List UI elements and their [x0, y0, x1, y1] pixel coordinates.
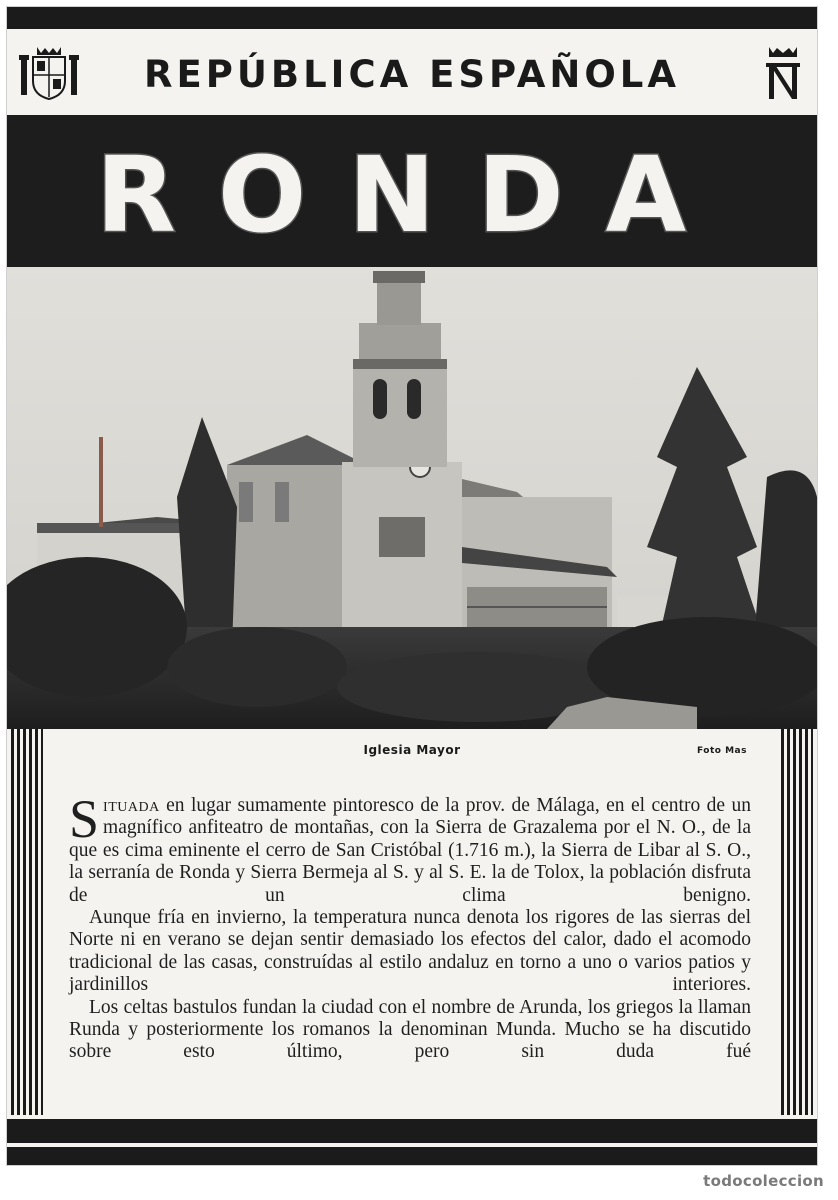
left-stripe-border — [11, 729, 43, 1115]
article-paragraph-2: Aunque fría en invierno, la temperatura nunca denota los rigores de las sierras del Norte ni en verano se dejan sentir demasiado los efectos del calor, dado el acomodo tradicional de las casas, construídas al estilo andaluz en torno a uno o varios patios y jardinillos interiores. — [69, 907, 751, 996]
bottom-border-bar — [7, 1119, 817, 1143]
pnt-monogram-icon — [763, 43, 803, 103]
right-stripe-border — [781, 729, 813, 1115]
banner-title: RONDA — [95, 134, 729, 256]
photo-caption-row — [7, 729, 817, 769]
drop-cap: S — [69, 789, 100, 849]
title-banner — [7, 115, 817, 267]
paragraph-1-text: en lugar sumamente pintoresco de la prov. de Málaga, en el centro de un magnífico anfiteatro de montañas, con la Sierra de Grazalema por el N. O., de la que es cima eminente el cerro de San Cristóbal (1.716 m.), la Sierra de Libar al S. O., la serranía de Ronda y Sierra Bermeja al S. y al S. E. la de Tolox, la población disfruta de un clima benigno. — [69, 795, 751, 906]
photo-caption: Iglesia Mayor — [363, 743, 461, 757]
header — [7, 29, 817, 115]
church-photo — [7, 267, 817, 729]
top-border-bar — [7, 7, 817, 29]
header-title: REPÚBLICA ESPAÑOLA — [143, 53, 681, 96]
poster-sheet — [6, 6, 818, 1166]
article-body — [69, 789, 751, 1064]
lead-word: ituada — [103, 795, 160, 816]
article-paragraph-3: Los celtas bastulos fundan la ciudad con el nombre de Arunda, los griegos la llaman Runda y posteriormente los romanos la denominan Munda. Mucho se ha discutido sobre esto último, pero sin duda fué — [69, 996, 751, 1063]
watermark: todocoleccion — [703, 1172, 824, 1190]
photo-credit: Foto Mas — [697, 746, 747, 756]
article-paragraph-1 — [69, 789, 751, 907]
bottom-border-bar-lower — [7, 1147, 817, 1165]
